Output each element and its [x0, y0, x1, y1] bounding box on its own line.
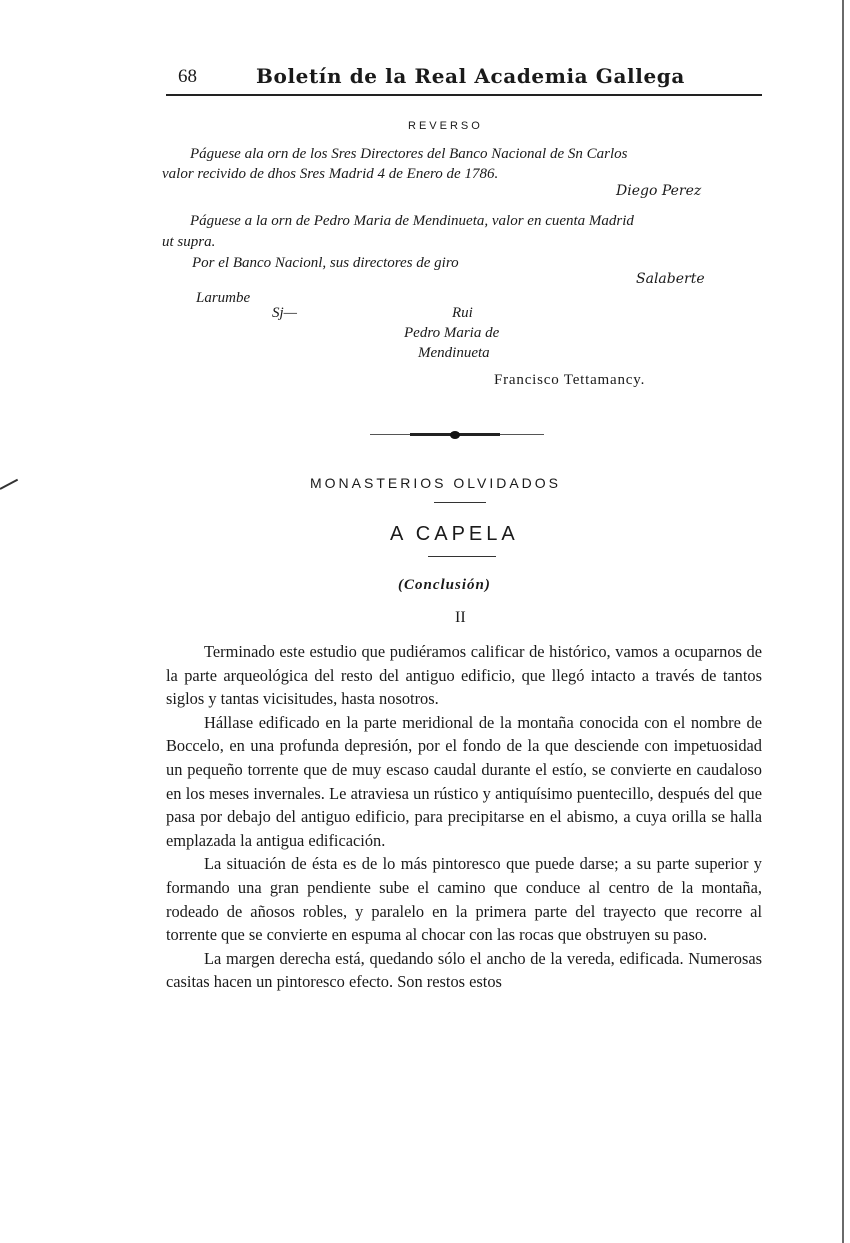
- reverso-line-5: Por el Banco Nacionl, sus directores de giro: [192, 255, 459, 271]
- reverso-line-3: Páguese a la orn de Pedro Maria de Mendinueta, valor en cuenta Madrid: [190, 213, 634, 229]
- signature-salaberte: Salaberte: [636, 271, 705, 287]
- reverso-label: REVERSO: [408, 120, 483, 132]
- signature-diego-perez: Diego Perez: [616, 183, 702, 199]
- page-header: [166, 64, 762, 94]
- page-edge-line: [842, 0, 844, 1243]
- header-rule: [166, 94, 762, 96]
- margin-mark: [0, 479, 18, 490]
- reverso-line-1: Páguese ala orn de los Sres Directores del Banco Nacional de Sn Carlos: [190, 146, 628, 162]
- paragraph-4: La margen derecha está, quedando sólo el ancho de la vereda, edificada. Numerosas casitas hacen un pintoresco efecto. Son restos estos: [166, 948, 762, 992]
- reverso-rui: Rui: [452, 305, 473, 321]
- section-title: MONASTERIOS OLVIDADOS: [310, 475, 561, 491]
- author-signature: Francisco Tettamancy.: [494, 372, 646, 388]
- body-text: [166, 640, 762, 994]
- reverso-pedro: Pedro Maria de: [404, 325, 500, 341]
- main-title: A CAPELA: [390, 523, 519, 545]
- ornament-dot: [450, 431, 460, 439]
- section-ornament: [370, 432, 544, 438]
- reverso-line-2: valor recivido de dhos Sres Madrid 4 de Enero de 1786.: [162, 166, 499, 182]
- running-title: Boletín de la Real Academia Gallega: [256, 64, 685, 88]
- reverso-mendinueta: Mendinueta: [418, 345, 490, 361]
- paragraph-1: Terminado este estudio que pudiéramos calificar de histórico, vamos a ocuparnos de la parte arqueológica del resto del antiguo edificio, que llegó intacto a través de tantos siglos y tantas vicisitudes, hasta nosotros.: [166, 642, 762, 709]
- chapter-numeral: II: [455, 609, 466, 626]
- reverso-sj: Sj—: [272, 305, 298, 321]
- title-rule-bottom: [428, 556, 496, 557]
- title-rule-top: [434, 502, 486, 503]
- reverso-larumbe: Larumbe: [196, 290, 251, 306]
- paragraph-2: Hállase edificado en la parte meridional de la montaña conocida con el nombre de Boccelo, en una profunda depresión, por el fondo de la que desciende con impetuosidad un pequeño torrente que de muy escaso caudal durante el estío, se convierte en caudaloso en los meses invernales. Le atraviesa un rústico y antiquísimo puentecillo, después del que pasa por debajo del antiguo edificio, para precipitarse en el abismo, a cuya orilla se halla emplazada la antigua edificación.: [166, 712, 762, 850]
- page-number: 68: [178, 66, 197, 87]
- reverso-line-4: ut supra.: [162, 234, 216, 250]
- paragraph-3: La situación de ésta es de lo más pintoresco que puede darse; a su parte superior y formando una gran pendiente sube el camino que conduce al centro de la montaña, rodeado de añosos robles, y paralelo en la primera parte del trayecto que recorre al torrente que se convierte en espuma al chocar con las rocas que obstruyen su paso.: [166, 854, 762, 945]
- subtitle: (Conclusión): [398, 577, 491, 593]
